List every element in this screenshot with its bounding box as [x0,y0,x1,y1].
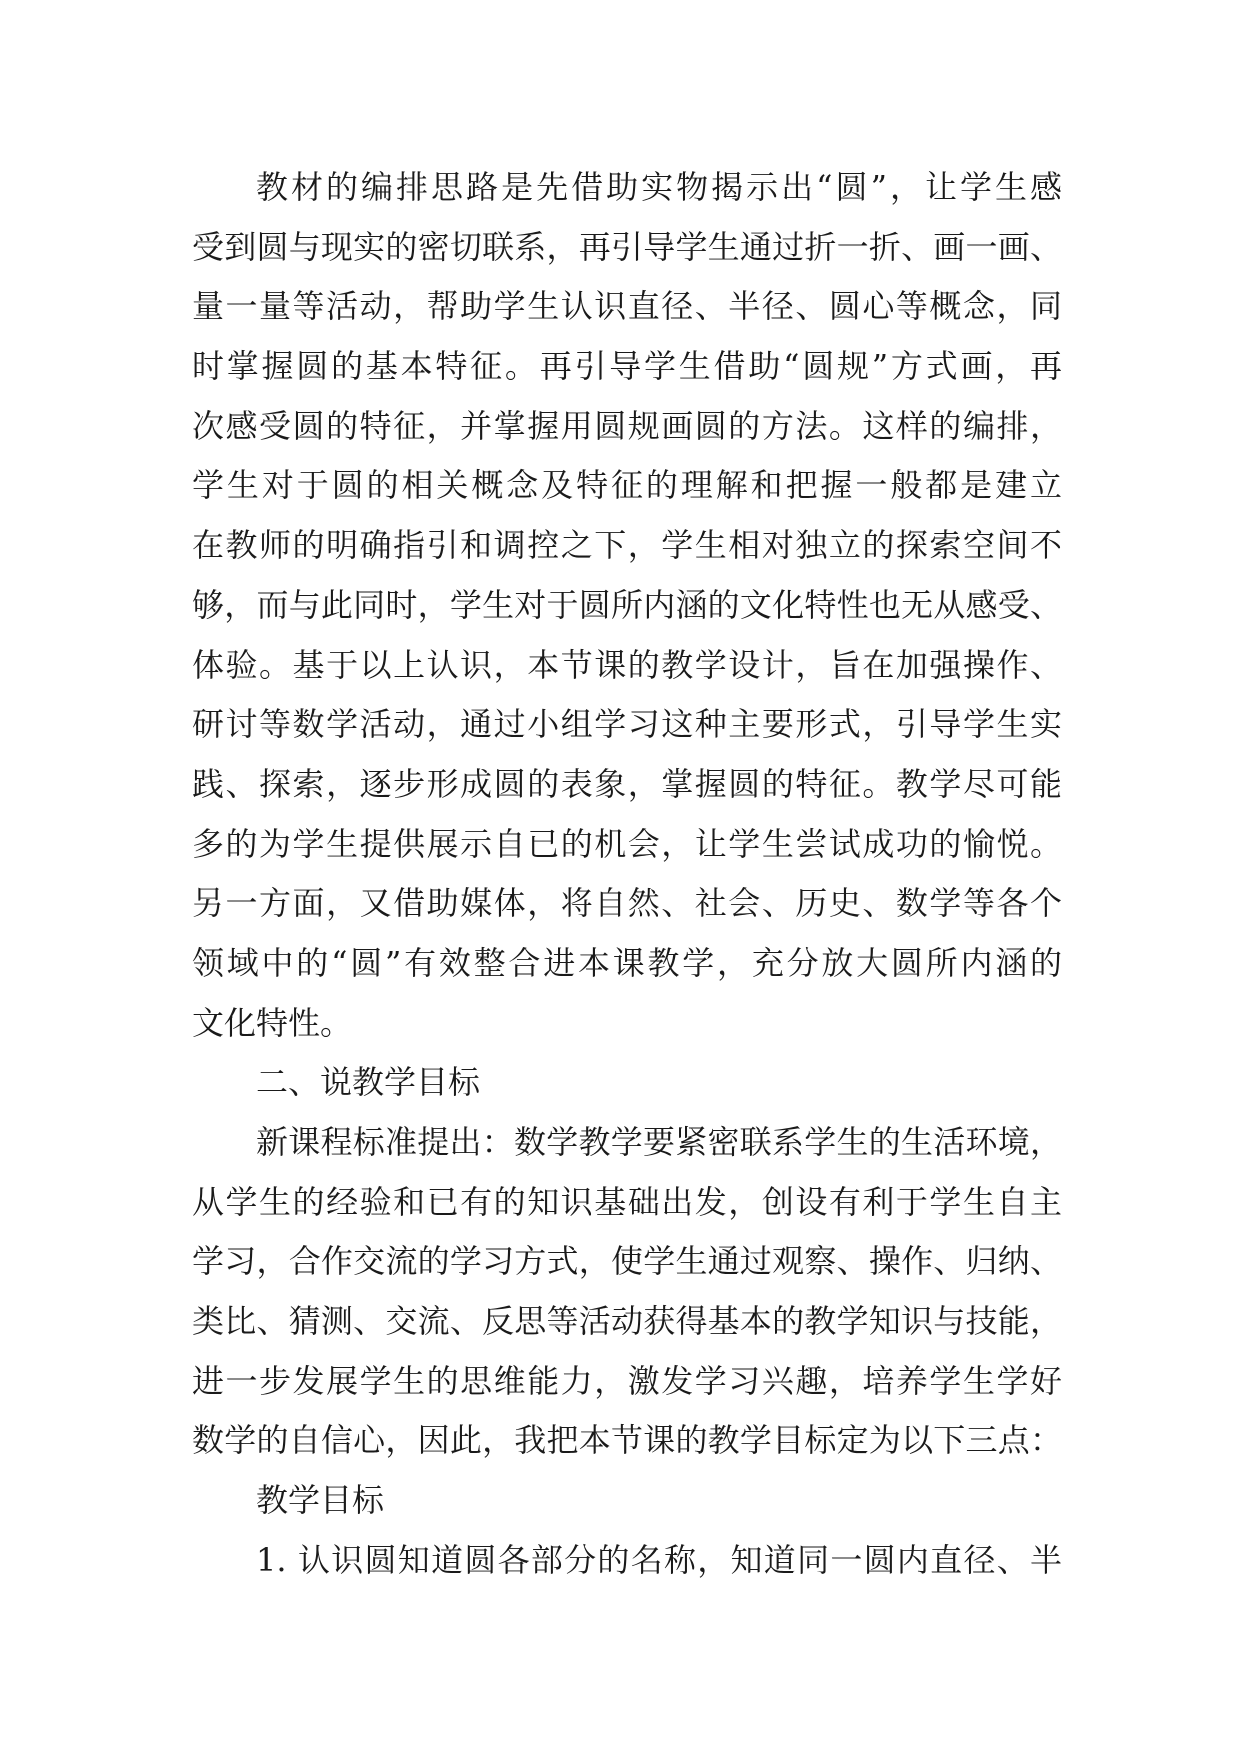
text-line: 次感受圆的特征，并掌握用圆规画圆的方法。这样的编排， [192,406,1062,445]
text-line: 多的为学生提供展示自已的机会，让学生尝试成功的愉悦。 [192,824,1062,863]
text-line: 在教师的明确指引和调控之下，学生相对独立的探索空间不 [192,526,1062,565]
text-line: 数学的自信心，因此，我把本节课的教学目标定为以下三点： [192,1421,1062,1460]
body-text [192,158,1062,1591]
text-line: 时掌握圆的基本特征。再引导学生借助“圆规”方式画，再 [192,347,1062,386]
text-line: 量一量等活动，帮助学生认识直径、半径、圆心等概念，同 [192,287,1062,326]
text-line: 二、说教学目标 [256,1063,481,1102]
text-line: 研讨等数学活动，通过小组学习这种主要形式，引导学生实 [192,705,1062,744]
text-line: 学生对于圆的相关概念及特征的理解和把握一般都是建立 [192,466,1062,505]
text-line: 新课程标准提出：数学教学要紧密联系学生的生活环境， [256,1123,1062,1161]
text-line: 类比、猜测、交流、反思等活动获得基本的教学知识与技能， [192,1302,1062,1341]
text-line: 学习，合作交流的学习方式，使学生通过观察、操作、归纳、 [192,1242,1062,1281]
text-line: 体验。基于以上认识，本节课的教学设计，旨在加强操作、 [192,645,1062,684]
text-line: 受到圆与现实的密切联系，再引导学生通过折一折、画一画、 [192,227,1062,266]
text-line: 教学目标 [256,1481,385,1520]
text-line: 够，而与此同时，学生对于圆所内涵的文化特性也无从感受、 [192,585,1062,624]
text-line: 1. 认识圆知道圆各部分的名称，知道同一圆内直径、半 [256,1540,1062,1579]
text-line: 践、探索，逐步形成圆的表象，掌握圆的特征。教学尽可能 [192,764,1062,803]
text-line: 另一方面，又借助媒体，将自然、社会、历史、数学等各个 [192,884,1062,923]
text-line: 进一步发展学生的思维能力，激发学习兴趣，培养学生学好 [192,1361,1062,1400]
text-line: 从学生的经验和已有的知识基础出发，创设有利于学生自主 [192,1182,1062,1221]
text-line: 领域中的“圆”有效整合进本课教学，充分放大圆所内涵的 [192,943,1062,982]
text-line: 文化特性。 [192,1003,353,1042]
text-line: 教材的编排思路是先借助实物揭示出“圆”，让学生感 [256,168,1062,206]
